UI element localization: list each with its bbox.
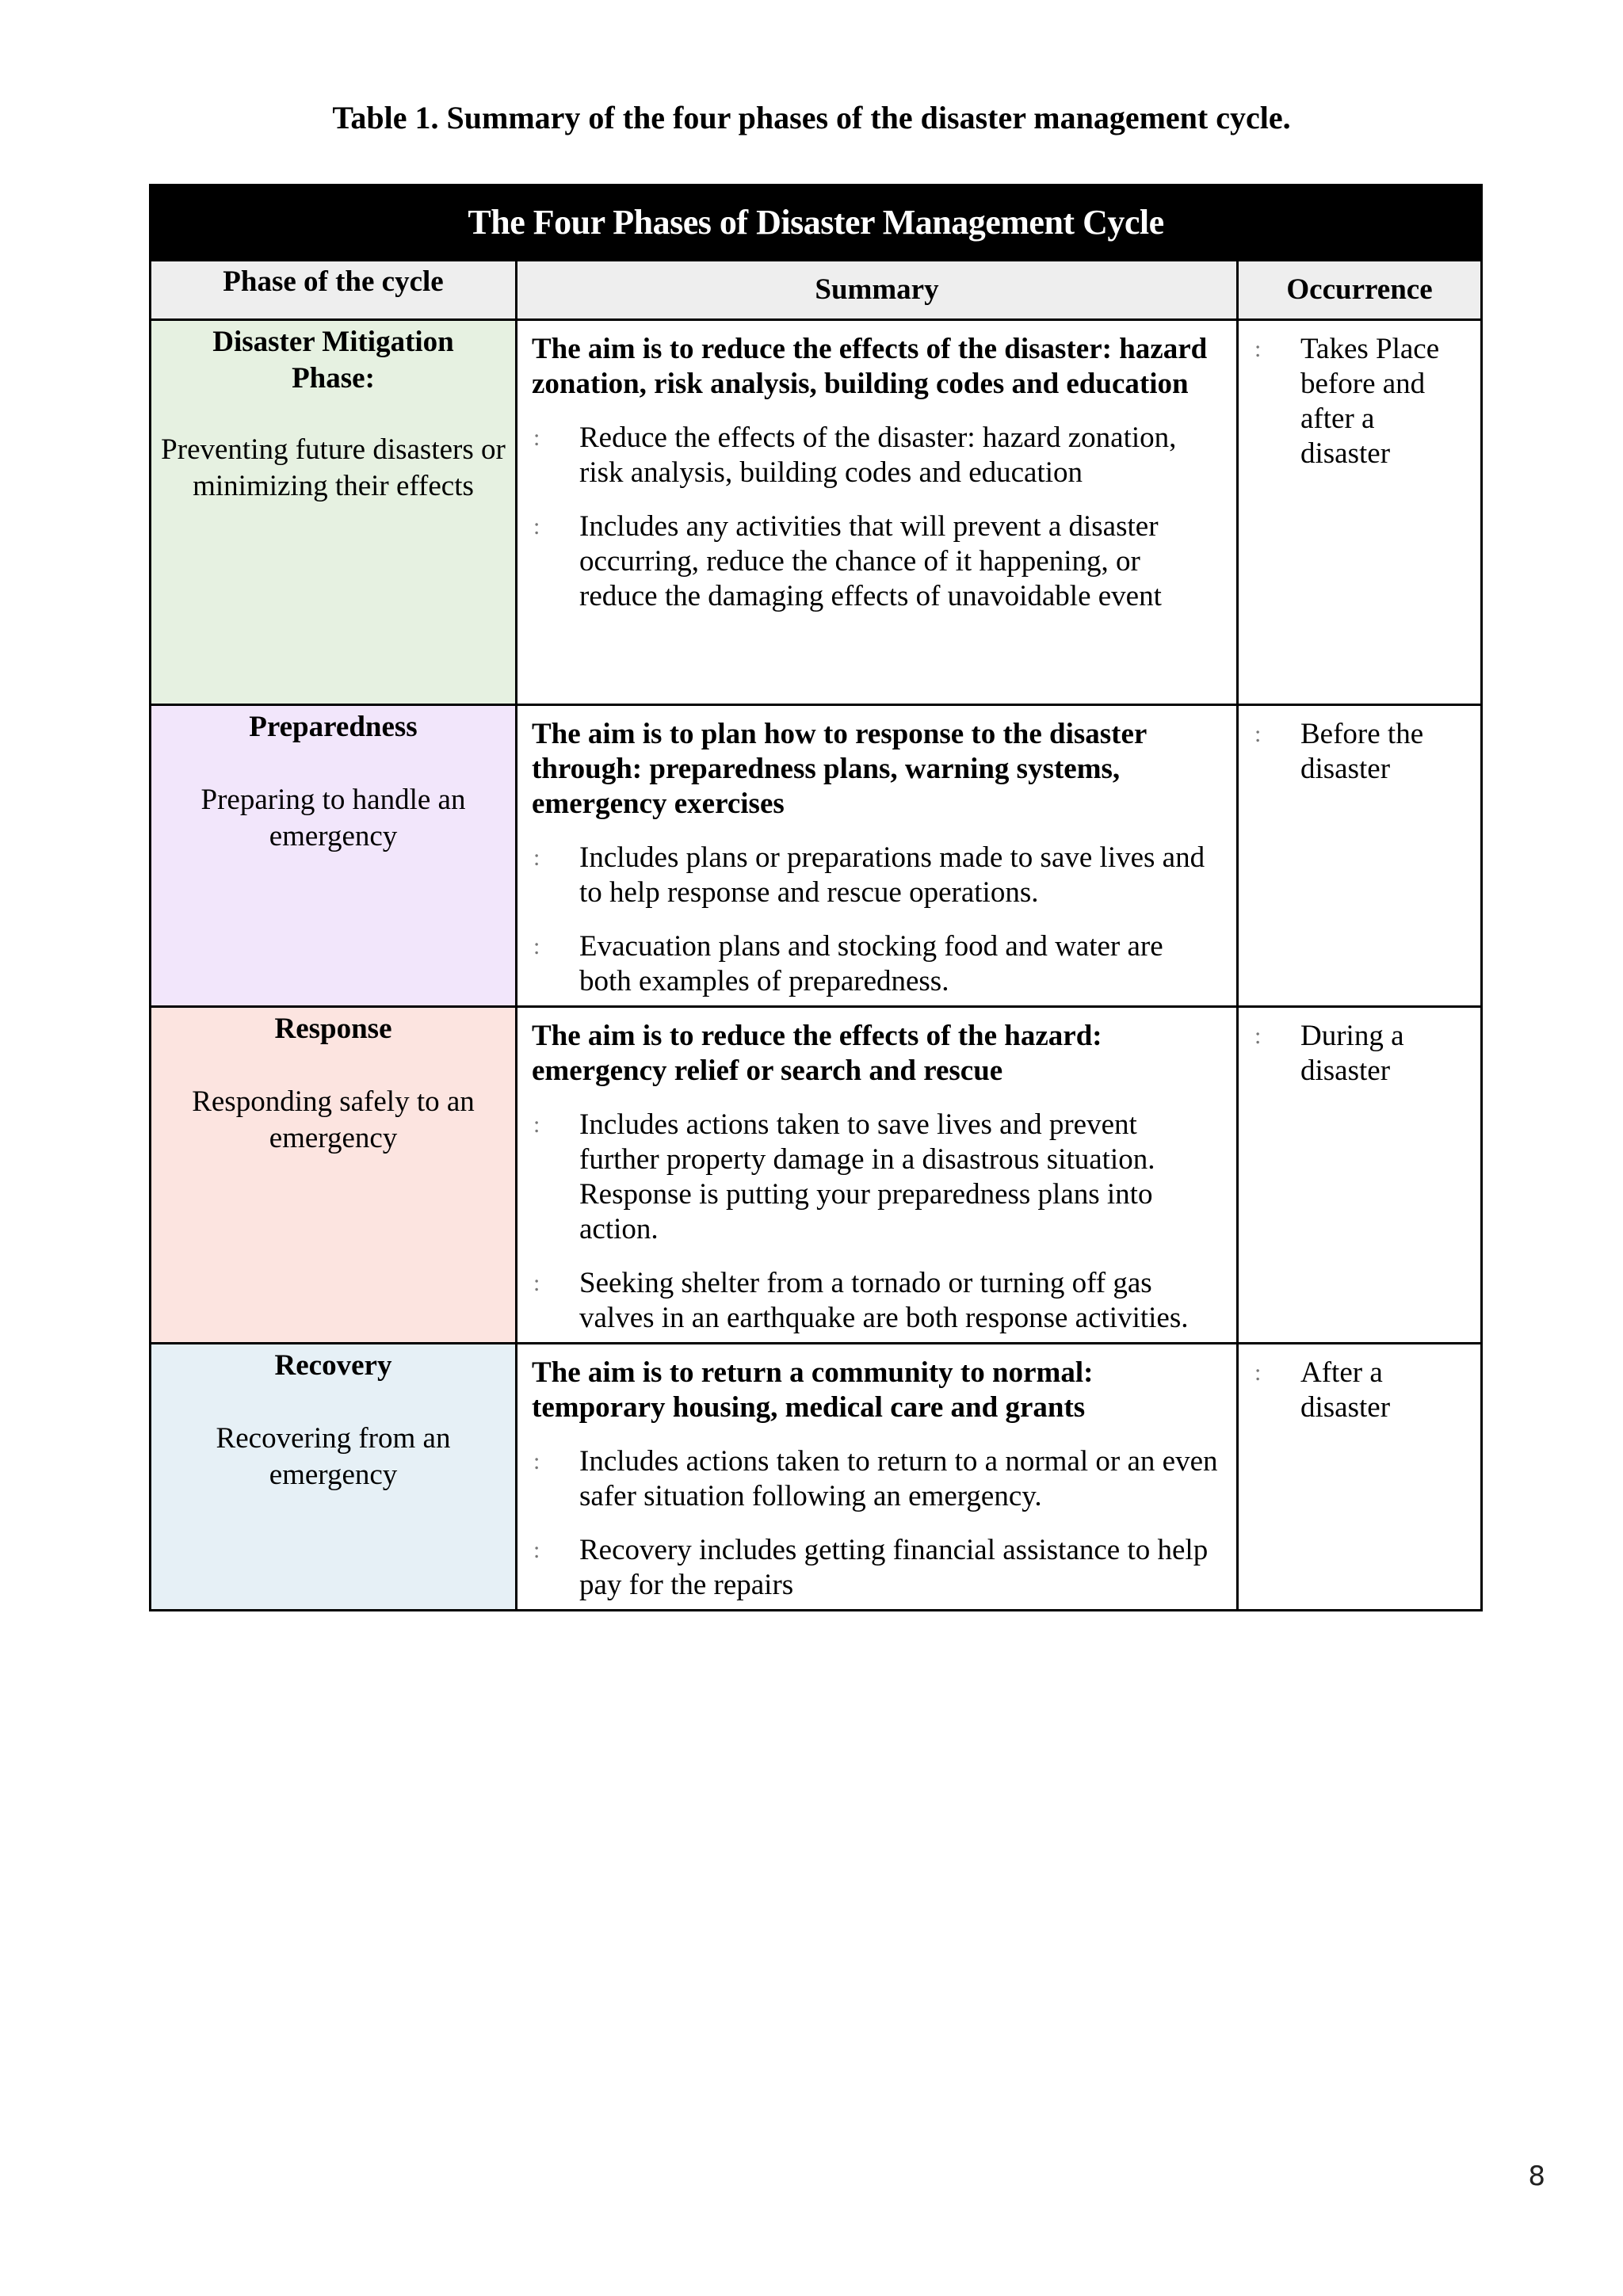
page-number: 8 bbox=[1528, 2161, 1545, 2192]
phase-name: Preparedness bbox=[249, 711, 418, 743]
table-row bbox=[151, 1007, 1482, 1344]
phase-description: Preparing to handle an emergency bbox=[200, 784, 466, 852]
bullet-text: Includes actions taken to return to a normal or an even safer situation following an emergency. bbox=[579, 1445, 1218, 1512]
bullet-mark: : bbox=[1254, 1023, 1262, 1049]
phase-cell-response bbox=[151, 1007, 517, 1344]
list-item bbox=[532, 1533, 1220, 1603]
bullet-mark: : bbox=[1254, 1360, 1262, 1386]
summary-aim: The aim is to return a community to normal: temporary housing, medical care and grants bbox=[532, 1356, 1094, 1424]
occurrence-text: After a disaster bbox=[1300, 1356, 1391, 1424]
summary-cell-preparedness bbox=[517, 705, 1238, 1007]
list-item bbox=[532, 1108, 1220, 1247]
summary-aim: The aim is to plan how to response to the disaster through: preparedness plans, warning systems, emergency exercises bbox=[532, 718, 1147, 820]
bullet-mark: : bbox=[533, 1270, 540, 1296]
table-caption: Table 1. Summary of the four phases of the disaster management cycle. bbox=[332, 100, 1291, 135]
phase-cell-preparedness bbox=[151, 705, 517, 1007]
phase-description: Recovering from an emergency bbox=[216, 1422, 451, 1491]
occurrence-text: Before the disaster bbox=[1300, 718, 1424, 785]
occurrence-cell-mitigation bbox=[1238, 320, 1482, 705]
table-row bbox=[151, 705, 1482, 1007]
header-occurrence: Occurrence bbox=[1238, 261, 1482, 320]
phase-cell-recovery bbox=[151, 1344, 517, 1611]
occurrence-cell-response bbox=[1238, 1007, 1482, 1344]
list-item bbox=[532, 1444, 1220, 1514]
bullet-text: Recovery includes getting financial assistance to help pay for the repairs bbox=[579, 1534, 1209, 1601]
bullet-mark: : bbox=[533, 845, 540, 871]
bullet-text: Includes actions taken to save lives and prevent further property damage in a disastrous situation. Response is putting your preparedness plans into action. bbox=[579, 1108, 1155, 1245]
disaster-phases-table bbox=[149, 184, 1483, 1611]
table-row bbox=[151, 1344, 1482, 1611]
phase-name: Recovery bbox=[274, 1349, 392, 1382]
bullet-mark: : bbox=[533, 1448, 540, 1474]
bullet-mark: : bbox=[533, 1537, 540, 1563]
bullet-mark: : bbox=[1254, 336, 1262, 362]
bullet-text: Includes plans or preparations made to save lives and to help response and rescue operations. bbox=[579, 841, 1205, 909]
bullet-mark: : bbox=[533, 513, 540, 540]
table-row bbox=[151, 320, 1482, 705]
list-item bbox=[532, 929, 1220, 999]
list-item bbox=[532, 509, 1220, 614]
bullet-text: Reduce the effects of the disaster: hazard zonation, risk analysis, building codes and education bbox=[579, 421, 1177, 489]
header-summary: Summary bbox=[517, 261, 1238, 320]
summary-cell-response bbox=[517, 1007, 1238, 1344]
phase-name: Disaster Mitigation Phase: bbox=[212, 326, 454, 395]
header-phase: Phase of the cycle bbox=[151, 261, 517, 320]
phase-description: Responding safely to an emergency bbox=[192, 1085, 475, 1154]
phase-name: Response bbox=[274, 1013, 392, 1045]
summary-aim: The aim is to reduce the effects of the disaster: hazard zonation, risk analysis, building codes and education bbox=[532, 333, 1208, 400]
occurrence-cell-preparedness bbox=[1238, 705, 1482, 1007]
bullet-mark: : bbox=[1254, 721, 1262, 747]
bullet-text: Seeking shelter from a tornado or turning off gas valves in an earthquake are both response activities. bbox=[579, 1267, 1189, 1334]
summary-aim: The aim is to reduce the effects of the hazard: emergency relief or search and rescue bbox=[532, 1020, 1102, 1087]
summary-cell-recovery bbox=[517, 1344, 1238, 1611]
occurrence-text: Takes Place before and after a disaster bbox=[1300, 333, 1440, 470]
phase-cell-mitigation bbox=[151, 320, 517, 705]
occurrence-text: During a disaster bbox=[1300, 1020, 1404, 1087]
summary-cell-mitigation bbox=[517, 320, 1238, 705]
bullet-text: Includes any activities that will prevent a disaster occurring, reduce the chance of it happening, or reduce the damaging effects of unavoidable event bbox=[579, 510, 1162, 612]
bullet-mark: : bbox=[533, 425, 540, 451]
list-item bbox=[532, 1266, 1220, 1336]
table-title: The Four Phases of Disaster Management Cycle bbox=[151, 185, 1482, 261]
bullet-text: Evacuation plans and stocking food and water are both examples of preparedness. bbox=[579, 930, 1163, 997]
bullet-mark: : bbox=[533, 1112, 540, 1138]
list-item bbox=[532, 841, 1220, 910]
occurrence-cell-recovery bbox=[1238, 1344, 1482, 1611]
list-item bbox=[532, 421, 1220, 490]
phase-description: Preventing future disasters or minimizing their effects bbox=[161, 433, 506, 502]
bullet-mark: : bbox=[533, 933, 540, 959]
